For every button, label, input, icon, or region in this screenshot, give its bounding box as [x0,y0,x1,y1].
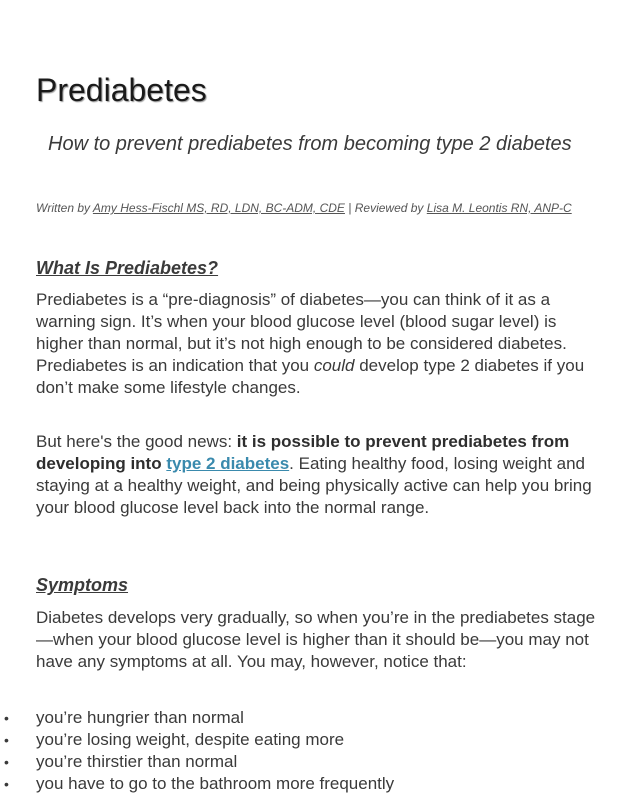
list-item [0,773,600,795]
list-item [0,729,600,751]
byline-prefix: Written by [36,201,93,215]
bullet-icon: • [4,754,9,770]
good-news-bold: it is possible to prevent prediabetes from developing into [36,432,570,473]
list-item-text: you’re hungrier than normal [36,708,244,727]
page-subtitle: How to prevent prediabetes from becoming type 2 diabetes [48,133,572,155]
bullet-icon: • [4,776,9,792]
byline [36,201,596,216]
definition-text-a: Prediabetes is a “pre-diagnosis” of diabetes—you can think of it as a warning sign. It’s when your blood glucose level (blood sugar level) is higher than normal, but it’s not high enough to be considered diabetes. Prediabetes is an indication that you [36,290,567,375]
good-news-text: . Eating healthy food, losing weight and staying at a healthy weight, and being physically active can help you bring your blood glucose level back into the normal range. [36,454,592,517]
definition-text-b: develop type 2 diabetes if you don’t make some lifestyle changes. [36,356,585,397]
paragraph-definition [36,289,606,399]
author-link[interactable]: Amy Hess-Fischl MS, RD, LDN, BC-ADM, CDE [92,201,345,215]
type-2-diabetes-link[interactable]: type 2 diabetes [166,454,290,473]
section-heading-what-is: What Is Prediabetes? [36,258,219,278]
list-item [0,707,600,729]
byline-separator: | Reviewed by [344,201,427,215]
list-item [0,751,600,773]
reviewer-link[interactable]: Lisa M. Leontis RN, ANP-C [426,201,572,215]
paragraph-symptoms-intro: Diabetes develops very gradually, so when you’re in the prediabetes stage—when your blood glucose level is higher than it should be—you may not have any symptoms at all. You may, however, notice that: [36,608,596,671]
list-item-text: you’re thirstier than normal [36,752,238,771]
paragraph-good-news [36,431,606,519]
bullet-icon: • [4,710,9,726]
symptom-list [0,707,600,795]
definition-emphasis: could [313,356,355,375]
list-item-text: you have to go to the bathroom more frequently [36,774,395,793]
page-title: Prediabetes [36,72,207,108]
good-news-lead: But here's the good news: [36,432,237,451]
section-heading-symptoms: Symptoms [36,575,129,595]
bullet-icon: • [4,732,9,748]
list-item-text: you’re losing weight, despite eating more [36,730,345,749]
